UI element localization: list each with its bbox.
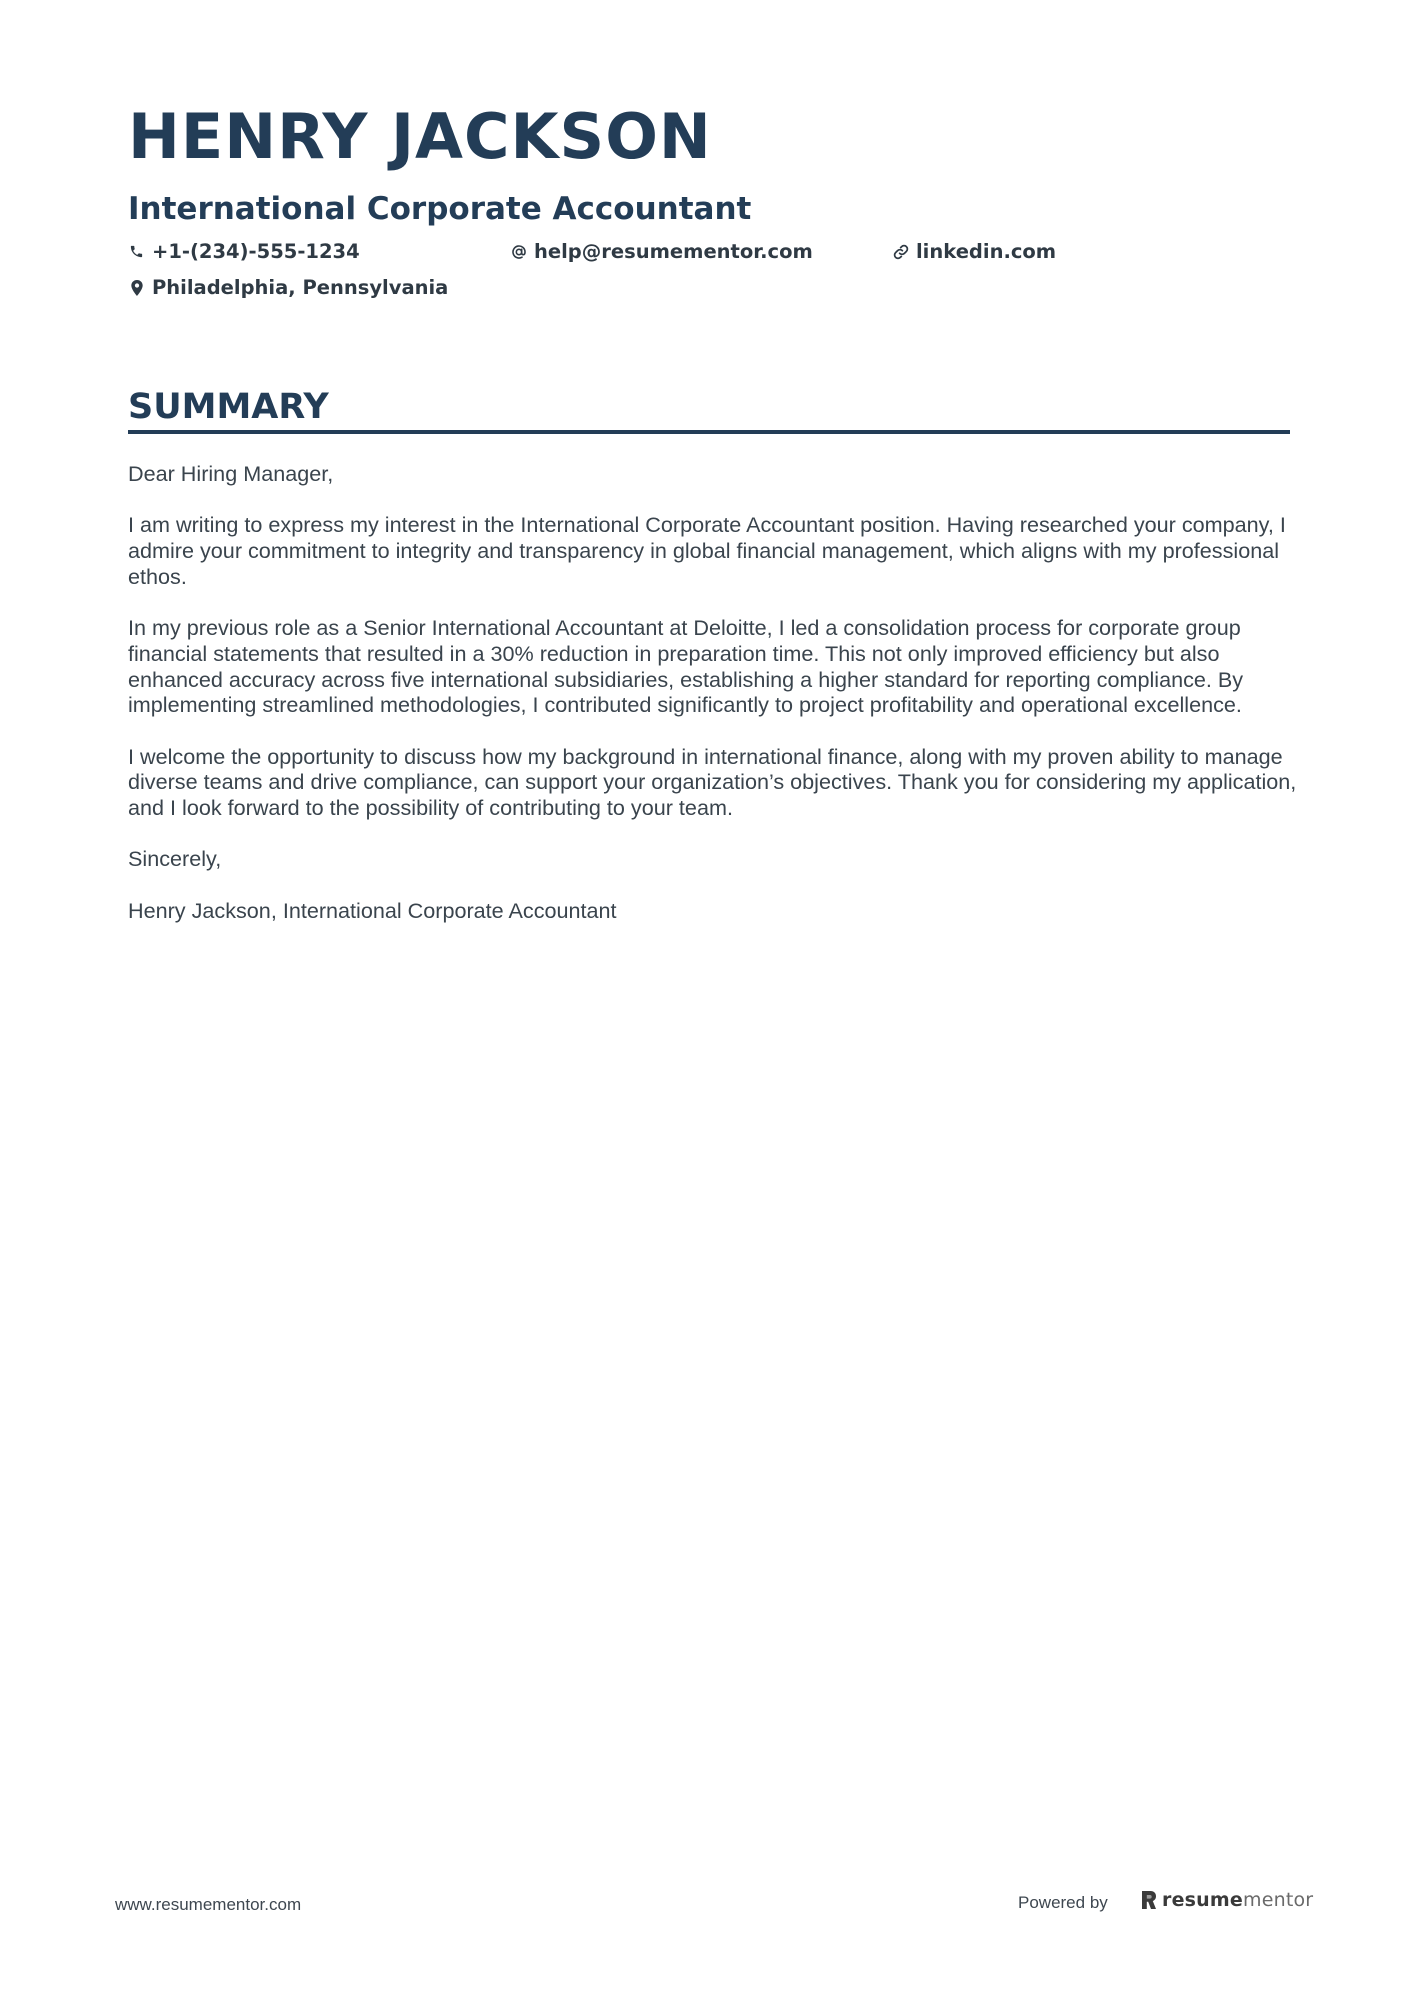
- brand-logo[interactable]: [1140, 1889, 1313, 1911]
- footer-url[interactable]: www.resumementor.com: [115, 1895, 302, 1914]
- powered-by-label: Powered by: [1018, 1893, 1108, 1912]
- signature: Henry Jackson, International Corporate Accountant: [128, 897, 617, 923]
- brand-name: [1162, 1889, 1313, 1911]
- paragraph-experience: In my previous role as a Senior International Accountant at Deloitte, I led a consolidation process for corporate group financial statements that resulted in a 30% reduction in preparation time. This not only improved efficiency but also enhanced accuracy across five international subsidiaries, establishing a higher standard for reporting compliance. By implementing streamlined methodologies, I contributed significantly to project profitability and operational excellence.: [128, 615, 1244, 718]
- contact-phone: [128, 240, 360, 263]
- link-icon: [892, 243, 909, 260]
- at-sign-icon: [510, 243, 527, 260]
- section-divider: [128, 430, 1290, 434]
- contact-link: [892, 240, 1056, 263]
- salutation: Dear Hiring Manager,: [128, 461, 334, 486]
- job-title: International Corporate Accountant: [128, 191, 752, 227]
- summary-heading: SUMMARY: [128, 387, 329, 427]
- letter-body: [128, 461, 1298, 949]
- paragraph-intro: I am writing to express my interest in the International Corporate Accountant position. Having researched your company, I admire your commitment to integrity and transparency in global financial management, which aligns with my professional ethos.: [128, 512, 1286, 589]
- candidate-name: HENRY JACKSON: [128, 100, 712, 173]
- email-text[interactable]: help@resumementor.com: [534, 240, 813, 263]
- sign-off: Sincerely,: [128, 846, 222, 872]
- contact-location: [128, 276, 448, 299]
- brand-name-bold: resume: [1162, 1889, 1243, 1911]
- contact-email: [510, 240, 813, 263]
- brand-name-light: mentor: [1242, 1889, 1314, 1911]
- map-pin-icon: [128, 279, 145, 296]
- paragraph-closing: I welcome the opportunity to discuss how my background in international finance, along with my proven ability to manage diverse teams and drive compliance, can support your organization’s objectives. Thank you for considering my application, and I look forward to the possibility of contributing to your team.: [128, 743, 1297, 821]
- link-text[interactable]: linkedin.com: [916, 240, 1057, 263]
- phone-text: +1-(234)-555-1234: [152, 240, 360, 263]
- location-text: Philadelphia, Pennsylvania: [152, 276, 449, 299]
- phone-icon: [128, 243, 145, 260]
- resumementor-logo-icon: [1140, 1890, 1157, 1910]
